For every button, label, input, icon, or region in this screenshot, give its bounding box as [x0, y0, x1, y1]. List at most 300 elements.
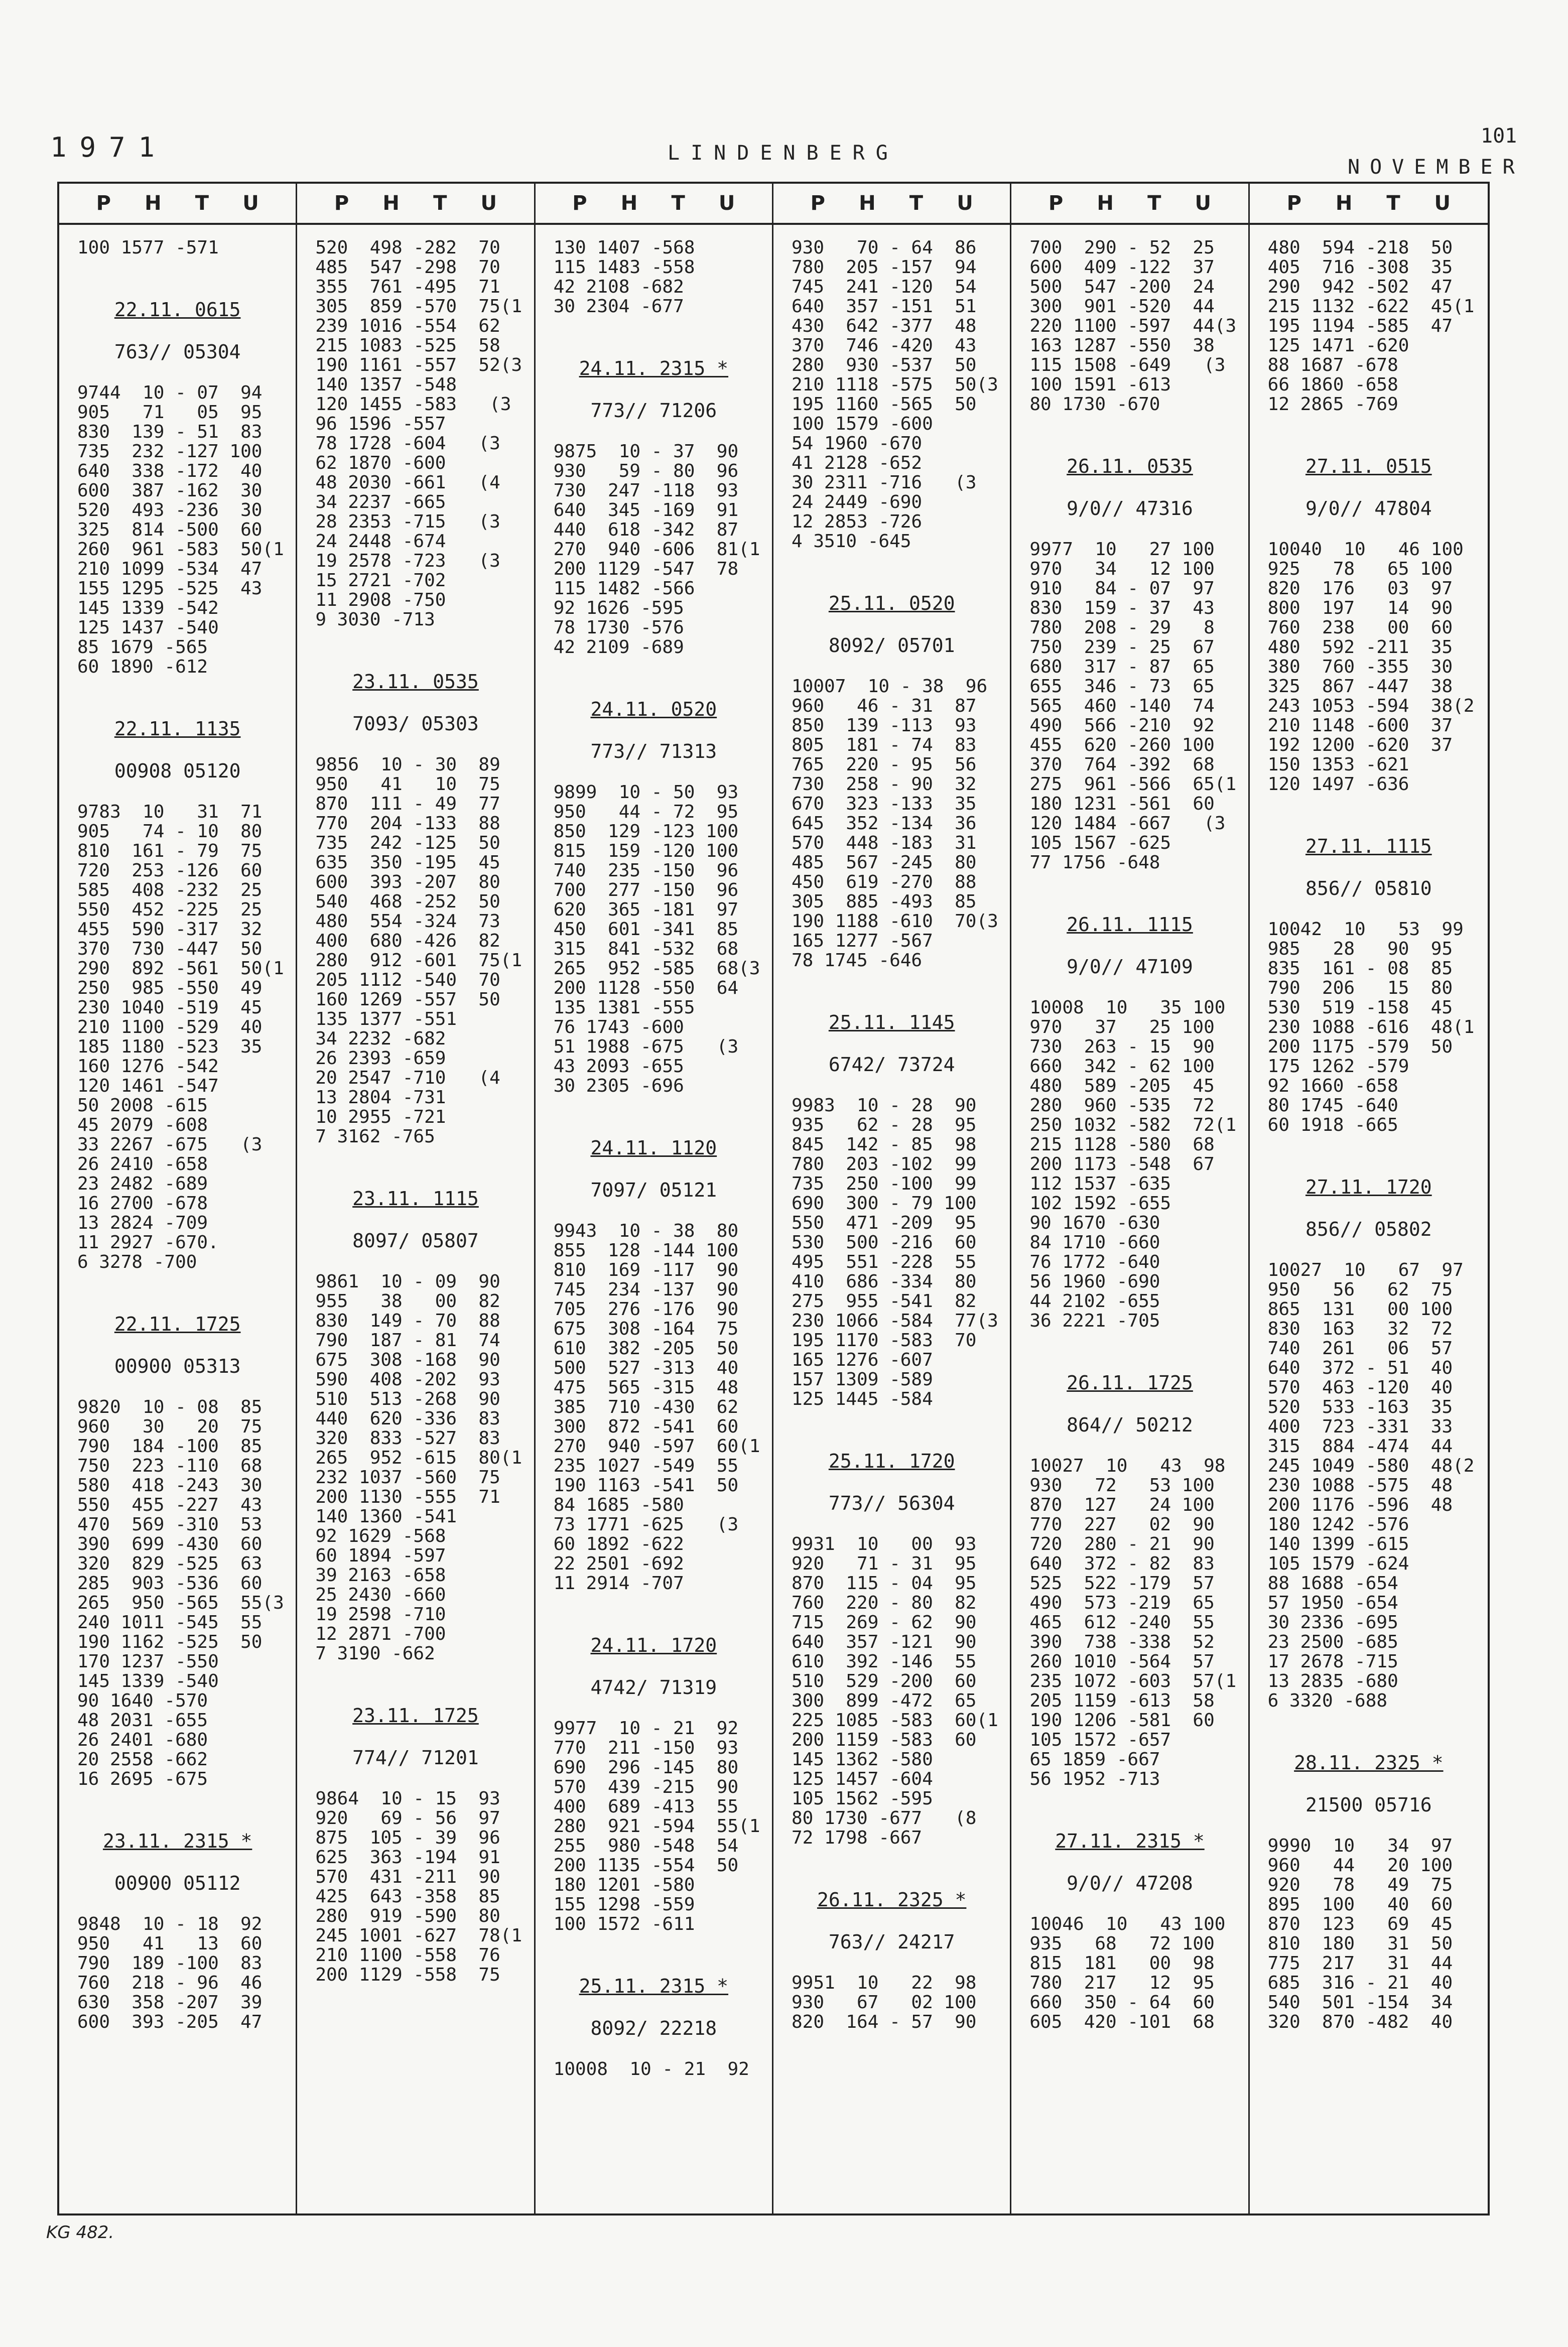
data-row: 76 1743 -600: [553, 1017, 684, 1037]
data-row: 355 761 -495 71: [315, 277, 500, 297]
data-row: 605 420 -101 68: [1029, 2012, 1215, 2032]
data-row: 500 547 -200 24: [1029, 277, 1215, 297]
data-row: 640 372 - 51 40: [1267, 1358, 1453, 1378]
data-row: 525 522 -179 57: [1029, 1573, 1215, 1594]
column-header-label: T: [671, 192, 685, 215]
data-row: 930 59 - 80 96: [553, 461, 739, 481]
data-row: 275 955 -541 82: [792, 1291, 977, 1312]
data-row: 810 161 - 79 75: [77, 841, 263, 861]
sounding-code: 774// 71201: [352, 1747, 479, 1769]
sounding-date-time: 23.11. 2315 *: [102, 1830, 252, 1852]
data-row: 530 500 -216 60: [792, 1232, 977, 1253]
data-row: 24 2448 -674: [315, 531, 446, 552]
data-row: 400 723 -331 33: [1267, 1416, 1453, 1437]
data-row: 10040 10 46 100: [1267, 539, 1464, 560]
data-row: 140 1360 -541: [315, 1506, 457, 1527]
data-row: 475 565 -315 48: [553, 1377, 739, 1398]
data-row: 280 921 -594 55(1: [553, 1816, 760, 1837]
sounding-code: 763// 24217: [828, 1931, 955, 1953]
data-row: 920 78 49 75: [1267, 1875, 1453, 1895]
data-row: 115 1508 -649 (3: [1029, 355, 1226, 375]
data-row: 735 242 -125 50: [315, 833, 500, 853]
data-row: 16 2695 -675: [77, 1769, 208, 1789]
data-row: 320 833 -527 83: [315, 1428, 500, 1449]
station-title: LINDENBERG: [668, 142, 899, 165]
sounding-entry: [536, 1974, 772, 2079]
data-row: 56 1960 -690: [1029, 1271, 1160, 1292]
data-row: 660 342 - 62 100: [1029, 1056, 1215, 1077]
data-row: 120 1455 -583 (3: [315, 394, 511, 415]
data-row: 9983 10 - 28 90: [792, 1095, 977, 1116]
data-row: 955 38 00 82: [315, 1291, 500, 1312]
sounding-date-time: 22.11. 1135: [114, 718, 241, 740]
data-row: 400 689 -413 55: [553, 1796, 739, 1817]
data-row: 200 1129 -547 78: [553, 559, 739, 579]
sounding-entry: [1011, 1371, 1248, 1789]
data-row: 370 730 -447 50: [77, 939, 263, 959]
data-row: 10008 10 35 100: [1029, 997, 1226, 1018]
data-row: 680 317 - 87 65: [1029, 657, 1215, 677]
data-row: 135 1381 -555: [553, 997, 695, 1018]
column-header-label: U: [1434, 192, 1451, 215]
data-row: 260 961 -583 50(1: [77, 539, 284, 560]
data-row: 34 2237 -665: [315, 492, 446, 512]
data-row: 200 1176 -596 48: [1267, 1495, 1453, 1515]
data-row: 960 30 20 75: [77, 1416, 263, 1437]
data-row: 26 2410 -658: [77, 1154, 208, 1175]
sounding-code: 773// 71313: [590, 740, 717, 762]
data-row: 625 363 -194 91: [315, 1847, 500, 1868]
data-row: 90 1640 -570: [77, 1690, 208, 1711]
column-header-label: P: [1286, 192, 1301, 215]
column-header-label: P: [572, 192, 587, 215]
data-row: 440 620 -336 83: [315, 1408, 500, 1429]
data-row: 16 2700 -678: [77, 1193, 208, 1214]
sounding-date-time: 24.11. 1120: [590, 1137, 717, 1159]
data-row: 790 184 -100 85: [77, 1436, 263, 1457]
data-row: 715 269 - 62 90: [792, 1612, 977, 1633]
data-row: 850 129 -123 100: [553, 821, 739, 842]
sounding-date-time: 27.11. 1720: [1305, 1176, 1432, 1198]
data-row: 66 1860 -658: [1267, 374, 1398, 395]
table-column: [1011, 184, 1249, 2213]
sounding-entry: [773, 1888, 1010, 2032]
data-row: 9977 10 27 100: [1029, 539, 1215, 560]
data-row: 20 2547 -710 (4: [315, 1068, 500, 1088]
data-row: 13 2824 -709: [77, 1213, 208, 1233]
data-row: 745 241 -120 54: [792, 277, 977, 297]
column-header-label: T: [1147, 192, 1161, 215]
data-row: 150 1353 -621: [1267, 754, 1409, 775]
data-row: 690 300 - 79 100: [792, 1193, 977, 1214]
data-row: 11 2927 -670.: [77, 1232, 219, 1253]
data-row: 480 592 -211 35: [1267, 637, 1453, 658]
data-row: 640 345 -169 91: [553, 500, 739, 520]
data-row: 19 2598 -710: [315, 1604, 446, 1625]
sounding-code: 9/0// 47208: [1067, 1872, 1193, 1894]
data-row: 60 1892 -622: [553, 1534, 684, 1554]
data-row: 145 1339 -540: [77, 1671, 219, 1691]
sounding-entry: [536, 1136, 772, 1593]
data-row: 190 1161 -557 52(3: [315, 355, 522, 375]
data-row: 9951 10 22 98: [792, 1973, 977, 1993]
data-row: 780 205 -157 94: [792, 257, 977, 278]
data-row: 280 960 -535 72: [1029, 1095, 1215, 1116]
data-row: 675 308 -164 75: [553, 1319, 739, 1339]
sounding-entry: [1250, 238, 1488, 414]
data-row: 480 589 -205 45: [1029, 1076, 1215, 1096]
data-row: 410 686 -334 80: [792, 1271, 977, 1292]
data-row: 210 1100 -529 40: [77, 1017, 263, 1037]
data-row: 190 1162 -525 50: [77, 1632, 263, 1652]
data-row: 9864 10 - 15 93: [315, 1788, 500, 1809]
column-header-label: U: [242, 192, 259, 215]
data-row: 920 71 - 31 95: [792, 1553, 977, 1574]
data-row: 570 439 -215 90: [553, 1777, 739, 1797]
data-row: 490 573 -219 65: [1029, 1593, 1215, 1613]
data-row: 210 1099 -534 47: [77, 559, 263, 579]
sounding-entry: [536, 238, 772, 316]
data-row: 105 1567 -625: [1029, 833, 1171, 853]
data-row: 88 1687 -678: [1267, 355, 1398, 375]
data-row: 9856 10 - 30 89: [315, 754, 500, 775]
sounding-entry: [1011, 238, 1248, 414]
sounding-date-time: 24.11. 1720: [590, 1634, 717, 1656]
data-row: 80 1730 -677 (8: [792, 1808, 977, 1829]
data-row: 720 280 - 21 90: [1029, 1534, 1215, 1554]
data-row: 7 3190 -662: [315, 1643, 435, 1664]
page-number: 101: [1481, 124, 1517, 148]
data-row: 950 56 62 75: [1267, 1279, 1453, 1300]
column-header-label: U: [480, 192, 497, 215]
data-row: 690 296 -145 80: [553, 1757, 739, 1778]
data-row: 200 1159 -583 60: [792, 1730, 977, 1750]
data-row: 243 1053 -594 38(2: [1267, 696, 1475, 716]
data-row: 185 1180 -523 35: [77, 1036, 263, 1057]
data-row: 920 69 - 56 97: [315, 1808, 500, 1829]
column-header-label: H: [1097, 192, 1114, 215]
data-row: 115 1482 -566: [553, 578, 695, 599]
sounding-code: 864// 50212: [1067, 1414, 1193, 1436]
data-row: 245 1001 -627 78(1: [315, 1925, 522, 1946]
sounding-code: 856// 05802: [1305, 1218, 1432, 1240]
data-row: 96 1596 -557: [315, 414, 446, 434]
data-row: 120 1461 -547: [77, 1076, 219, 1096]
data-row: 26 2393 -659: [315, 1048, 446, 1069]
sounding-entry: [59, 298, 296, 677]
sounding-date-time: 24.11. 2315 *: [579, 357, 729, 379]
data-row: 930 70 - 64 86: [792, 237, 977, 258]
data-row: 450 619 -270 88: [792, 872, 977, 892]
data-row: 905 74 - 10 80: [77, 821, 263, 842]
data-row: 730 247 -118 93: [553, 480, 739, 501]
data-row: 750 223 -110 68: [77, 1456, 263, 1476]
sounding-entry: [59, 1829, 296, 2032]
data-row: 370 764 -392 68: [1029, 754, 1215, 775]
data-row: 240 1011 -545 55: [77, 1612, 263, 1633]
data-row: 400 680 -426 82: [315, 931, 500, 951]
data-row: 9943 10 - 38 80: [553, 1221, 739, 1241]
column-header-label: U: [957, 192, 973, 215]
data-row: 530 519 -158 45: [1267, 997, 1453, 1018]
data-row: 9848 10 - 18 92: [77, 1914, 263, 1934]
data-row: 9783 10 31 71: [77, 802, 263, 822]
data-row: 510 529 -200 60: [792, 1671, 977, 1691]
data-row: 54 1960 -670: [792, 433, 923, 454]
data-row: 780 217 12 95: [1029, 1973, 1215, 1993]
data-row: 80 1730 -670: [1029, 394, 1160, 415]
data-row: 125 1457 -604: [792, 1769, 933, 1789]
data-row: 220 1100 -597 44(3: [1029, 316, 1237, 336]
data-row: 290 892 -561 50(1: [77, 958, 284, 979]
data-row: 125 1437 -540: [77, 617, 219, 638]
data-row: 10027 10 43 98: [1029, 1456, 1226, 1476]
data-row: 790 187 - 81 74: [315, 1330, 500, 1351]
data-row: 600 393 -207 80: [315, 872, 500, 892]
data-row: 320 829 -525 63: [77, 1553, 263, 1574]
data-row: 730 263 - 15 90: [1029, 1036, 1215, 1057]
data-row: 130 1407 -568: [553, 237, 695, 258]
data-row: 260 1010 -564 57: [1029, 1651, 1215, 1672]
sounding-date-time: 24.11. 0520: [590, 698, 717, 720]
data-row: 645 352 -134 36: [792, 813, 977, 834]
table-column: [773, 184, 1011, 2213]
sounding-code: 8097/ 05807: [352, 1230, 479, 1252]
data-row: 835 161 - 08 85: [1267, 958, 1453, 979]
data-row: 6 3320 -688: [1267, 1690, 1388, 1711]
data-row: 9977 10 - 21 92: [553, 1718, 739, 1739]
sounding-entry: [1011, 454, 1248, 872]
sounding-date-time: 28.11. 2325 *: [1294, 1752, 1444, 1774]
column-header-label: T: [909, 192, 924, 215]
data-row: 90 1670 -630: [1029, 1213, 1160, 1233]
data-row: 10008 10 - 21 92: [553, 2059, 749, 2079]
data-row: 790 206 15 80: [1267, 978, 1453, 998]
data-row: 215 1128 -580 68: [1029, 1134, 1215, 1155]
data-row: 370 746 -420 43: [792, 335, 977, 356]
data-row: 100 1572 -611: [553, 1914, 695, 1934]
data-row: 250 985 -550 49: [77, 978, 263, 998]
data-row: 570 431 -211 90: [315, 1867, 500, 1887]
data-row: 140 1399 -615: [1267, 1534, 1409, 1554]
data-row: 730 258 - 90 32: [792, 774, 977, 795]
data-row: 10007 10 - 38 96: [792, 676, 988, 697]
data-row: 112 1537 -635: [1029, 1174, 1171, 1194]
data-row: 77 1756 -648: [1029, 852, 1160, 873]
data-row: 163 1287 -550 38: [1029, 335, 1215, 356]
sounding-code: 9/0// 47316: [1067, 497, 1193, 519]
sounding-date-time: 27.11. 0515: [1305, 455, 1432, 477]
data-row: 165 1277 -567: [792, 931, 933, 951]
data-row: 6 3278 -700: [77, 1252, 197, 1272]
data-row: 39 2163 -658: [315, 1565, 446, 1586]
data-row: 230 1088 -616 48(1: [1267, 1017, 1475, 1037]
data-row: 210 1148 -600 37: [1267, 715, 1453, 736]
data-row: 84 1685 -580: [553, 1495, 684, 1515]
data-row: 910 84 - 07 97: [1029, 578, 1215, 599]
data-row: 640 357 -151 51: [792, 296, 977, 317]
data-row: 9744 10 - 07 94: [77, 382, 263, 403]
data-row: 455 620 -260 100: [1029, 735, 1215, 755]
sounding-entry: [1250, 1751, 1488, 2032]
data-row: 640 338 -172 40: [77, 461, 263, 481]
sounding-date-time: 26.11. 0535: [1067, 455, 1193, 477]
data-row: 280 912 -601 75(1: [315, 950, 522, 971]
data-row: 905 71 05 95: [77, 402, 263, 423]
data-row: 585 408 -232 25: [77, 880, 263, 900]
data-row: 9 3030 -713: [315, 609, 435, 630]
data-row: 7 3162 -765: [315, 1126, 435, 1147]
data-row: 23 2500 -685: [1267, 1632, 1398, 1652]
data-row: 570 448 -183 31: [792, 833, 977, 853]
column-header-label: U: [1195, 192, 1212, 215]
data-row: 48 2031 -655: [77, 1710, 208, 1731]
data-row: 870 123 69 45: [1267, 1914, 1453, 1934]
column-header-label: T: [433, 192, 447, 215]
data-row: 105 1562 -595: [792, 1788, 933, 1809]
data-row: 855 128 -144 100: [553, 1240, 739, 1261]
column-header-label: P: [96, 192, 111, 215]
data-row: 200 1129 -558 75: [315, 1965, 500, 1985]
column-header: [536, 184, 772, 225]
data-row: 770 227 02 90: [1029, 1514, 1215, 1535]
data-row: 13 2804 -731: [315, 1087, 446, 1108]
data-row: 635 350 -195 45: [315, 852, 500, 873]
sounding-date-time: 23.11. 1115: [352, 1188, 479, 1210]
data-row: 495 551 -228 55: [792, 1252, 977, 1272]
sounding-entry: [773, 1010, 1010, 1409]
data-row: 610 382 -205 50: [553, 1338, 739, 1359]
column-header-label: P: [334, 192, 349, 215]
sounding-code: 7097/ 05121: [590, 1179, 717, 1201]
data-row: 870 115 - 04 95: [792, 1573, 977, 1594]
data-row: 230 1088 -575 48: [1267, 1475, 1453, 1496]
sounding-entry: [1011, 1829, 1248, 2032]
sounding-code: 6742/ 73724: [828, 1054, 955, 1076]
data-row: 175 1262 -579: [1267, 1056, 1409, 1077]
data-row: 180 1201 -580: [553, 1875, 695, 1895]
data-row: 195 1170 -583 70: [792, 1330, 977, 1351]
data-row: 830 159 - 37 43: [1029, 598, 1215, 618]
sounding-code: 8092/ 22218: [590, 2017, 717, 2039]
data-row: 25 2430 -660: [315, 1585, 446, 1605]
data-row: 235 1072 -603 57(1: [1029, 1671, 1237, 1691]
sounding-entry: [59, 1312, 296, 1789]
data-row: 770 211 -150 93: [553, 1738, 739, 1758]
data-row: 760 220 - 80 82: [792, 1593, 977, 1613]
data-row: 740 235 -150 96: [553, 860, 739, 881]
month-label: NOVEMBER: [1348, 156, 1525, 179]
data-row: 120 1484 -667 (3: [1029, 813, 1226, 834]
sounding-date-time: 27.11. 2315 *: [1055, 1830, 1205, 1852]
data-row: 675 308 -168 90: [315, 1350, 500, 1370]
data-row: 210 1118 -575 50(3: [792, 374, 998, 395]
sounding-entry: [773, 1449, 1010, 1848]
data-row: 380 760 -355 30: [1267, 657, 1453, 677]
data-row: 405 716 -308 35: [1267, 257, 1453, 278]
data-row: 92 1629 -568: [315, 1526, 446, 1546]
data-row: 925 78 65 100: [1267, 559, 1453, 579]
data-row: 760 218 - 96 46: [77, 1973, 263, 1993]
data-row: 285 903 -536 60: [77, 1573, 263, 1594]
data-row: 232 1037 -560 75: [315, 1467, 500, 1488]
form-code: KG 482.: [46, 2223, 114, 2243]
sounding-date-time: 26.11. 1725: [1067, 1372, 1193, 1394]
data-row: 72 1798 -667: [792, 1828, 923, 1848]
data-row: 92 1626 -595: [553, 598, 684, 618]
data-row: 830 139 - 51 83: [77, 422, 263, 442]
data-row: 239 1016 -554 62: [315, 316, 500, 336]
data-row: 200 1130 -555 71: [315, 1487, 500, 1507]
data-row: 51 1988 -675 (3: [553, 1036, 739, 1057]
data-row: 875 105 - 39 96: [315, 1828, 500, 1848]
data-row: 780 208 - 29 8: [1029, 617, 1215, 638]
sounding-entry: [536, 697, 772, 1096]
sounding-entry: [1011, 912, 1248, 1331]
data-row: 245 1049 -580 48(2: [1267, 1456, 1475, 1476]
data-row: 210 1100 -558 76: [315, 1945, 500, 1966]
sounding-entry: [59, 717, 296, 1272]
data-row: 300 899 -472 65: [792, 1690, 977, 1711]
data-row: 660 350 - 64 60: [1029, 1992, 1215, 2013]
data-row: 102 1592 -655: [1029, 1193, 1171, 1214]
data-row: 190 1163 -541 50: [553, 1475, 739, 1496]
data-row: 100 1577 -571: [77, 237, 219, 258]
data-row: 705 276 -176 90: [553, 1299, 739, 1320]
data-row: 970 37 25 100: [1029, 1017, 1215, 1037]
sounding-date-time: 25.11. 2315 *: [579, 1975, 729, 1997]
data-row: 960 46 - 31 87: [792, 696, 977, 716]
data-row: 12 2853 -726: [792, 511, 923, 532]
data-row: 305 885 -493 85: [792, 891, 977, 912]
data-row: 9820 10 - 08 85: [77, 1397, 263, 1417]
data-row: 550 471 -209 95: [792, 1213, 977, 1233]
data-row: 820 164 - 57 90: [792, 2012, 977, 2032]
data-row: 200 1175 -579 50: [1267, 1036, 1453, 1057]
data-row: 78 1745 -646: [792, 950, 923, 971]
data-row: 230 1066 -584 77(3: [792, 1311, 998, 1331]
data-row: 670 323 -133 35: [792, 794, 977, 814]
data-row: 485 547 -298 70: [315, 257, 500, 278]
data-row: 275 961 -566 65(1: [1029, 774, 1237, 795]
sounding-code: 00908 05120: [114, 760, 241, 782]
data-row: 205 1112 -540 70: [315, 970, 500, 990]
data-row: 255 980 -548 54: [553, 1836, 739, 1856]
data-row: 470 569 -310 53: [77, 1514, 263, 1535]
column-header-label: P: [810, 192, 825, 215]
data-row: 300 901 -520 44: [1029, 296, 1215, 317]
data-row: 125 1471 -620: [1267, 335, 1409, 356]
sounding-entry: [1250, 834, 1488, 1135]
data-row: 45 2079 -608: [77, 1115, 208, 1135]
data-row: 500 527 -313 40: [553, 1358, 739, 1378]
data-row: 865 131 00 100: [1267, 1299, 1453, 1320]
data-row: 56 1952 -713: [1029, 1769, 1160, 1789]
column-header-label: U: [718, 192, 735, 215]
sounding-entry: [297, 238, 534, 629]
data-row: 270 940 -606 81(1: [553, 539, 760, 560]
column-header-label: H: [620, 192, 638, 215]
sounding-date-time: 23.11. 1725: [352, 1705, 479, 1727]
data-row: 440 618 -342 87: [553, 519, 739, 540]
data-row: 450 601 -341 85: [553, 919, 739, 940]
data-row: 830 149 - 70 88: [315, 1311, 500, 1331]
data-row: 780 203 -102 99: [792, 1154, 977, 1175]
data-row: 30 2305 -696: [553, 1076, 684, 1096]
data-row: 76 1772 -640: [1029, 1252, 1160, 1272]
data-row: 215 1132 -622 45(1: [1267, 296, 1475, 317]
sounding-code: 773// 56304: [828, 1492, 955, 1514]
